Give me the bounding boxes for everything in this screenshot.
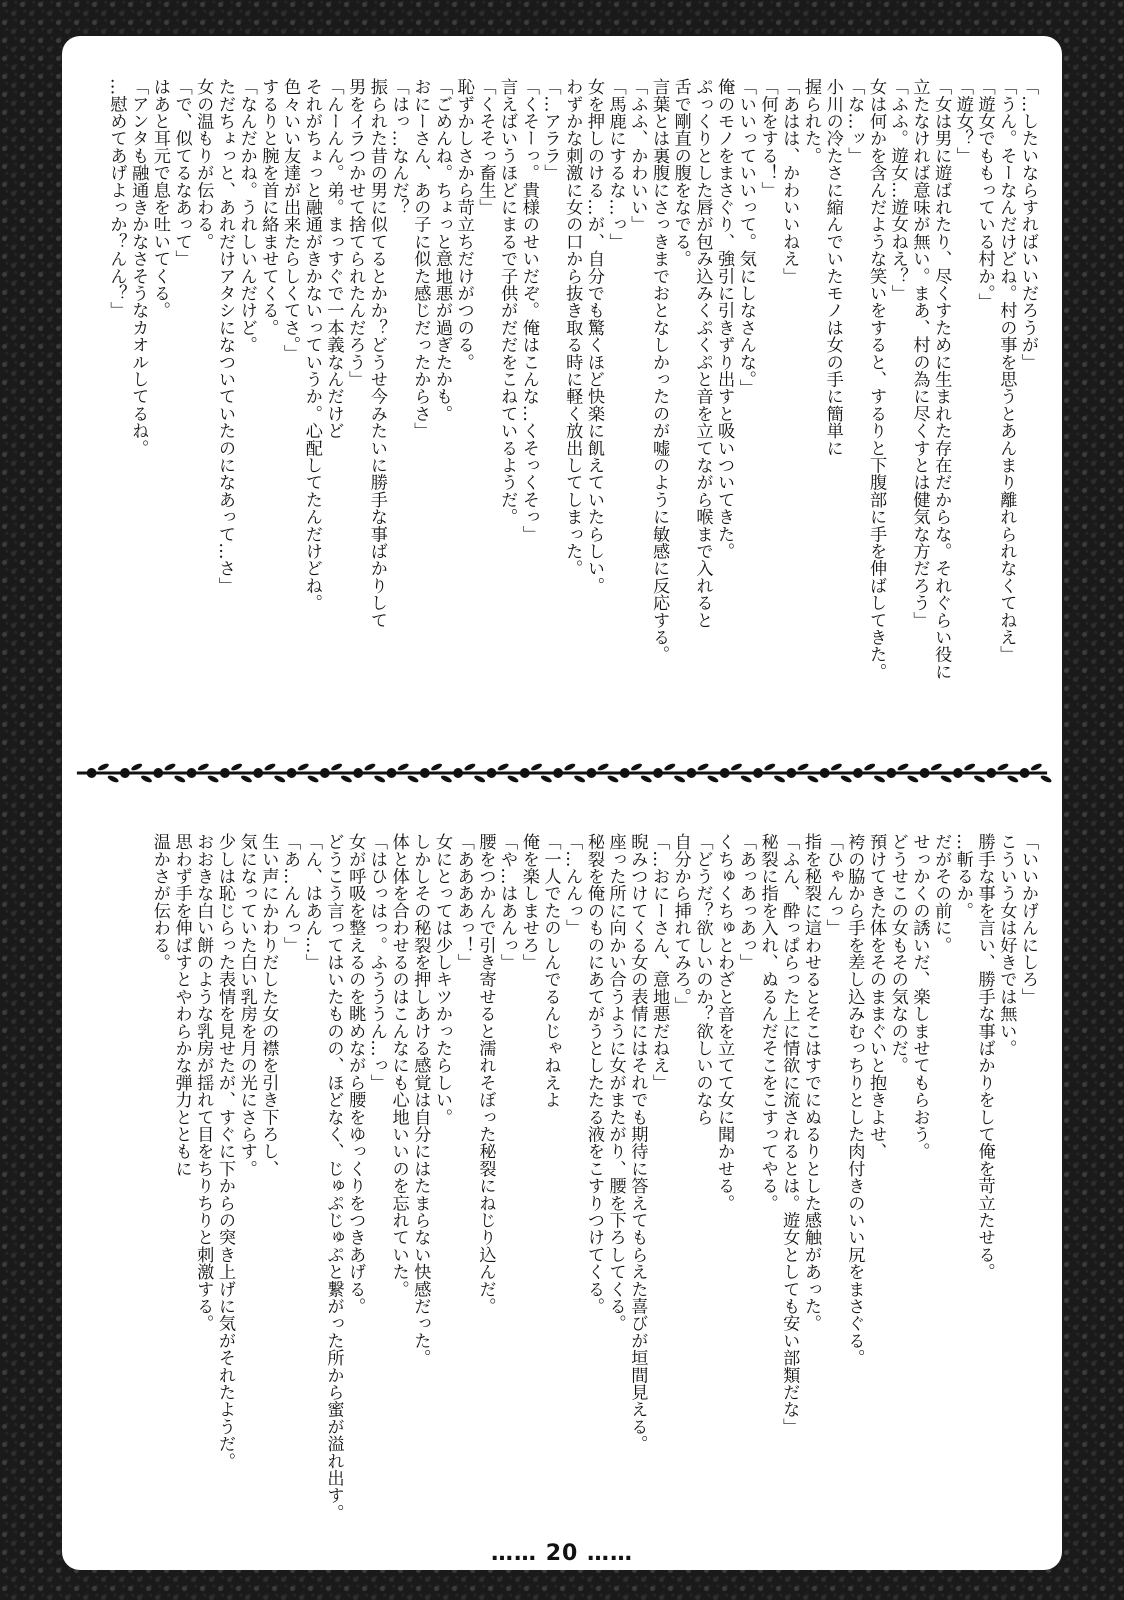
text-line: おおきな白い餅のような乳房が揺れて目をちりちりと刺激する。	[193, 833, 214, 1332]
text-line: 「…んんっ」	[562, 833, 583, 937]
text-line: こういう女は好きでは無い。	[996, 833, 1017, 1057]
page-sheet	[62, 36, 1062, 1570]
text-line: 「あっあっあっ」	[735, 833, 756, 971]
text-line: 秘裂に指を入れ、ぬるんだそこをこすってやる。	[757, 833, 778, 1212]
text-line: 「アンタも融通きかなさそうなカオルしてるね。	[128, 78, 149, 457]
text-line: 「で、似てるなあって」	[171, 78, 192, 268]
text-line: 「遊女でももっている村か。」	[974, 78, 995, 311]
text-line: 温かさが伝わる。	[149, 833, 170, 971]
text-line: 「いいっていいって。気にしなさんな。」	[735, 78, 756, 397]
text-line: 「や…はあんっ」	[497, 833, 518, 971]
text-line: 「なんだかね。うれしいんだけど。	[236, 78, 257, 354]
text-line: 握られた。	[800, 78, 821, 164]
text-line: 少しは恥じらった表情を見せたが、すぐに下からの突き上げに気がそれたようだ。	[214, 833, 235, 1470]
text-line: 思わず手を伸ばすとやわらかな弾力とともに	[171, 833, 192, 1177]
text-line: 言葉とは裏腹にさっきまでおとなしかったのが嘘のように敏感に反応する。	[649, 78, 670, 663]
text-line: ぷっくりとした唇が包み込みくぷくぷと音を立てながら喉まで入れると	[692, 78, 713, 629]
text-line: 「あ…んんっ」	[280, 833, 301, 954]
text-line: 言えばいうほどにまるで子供がだだをこねているようだ。	[497, 78, 518, 526]
text-line: それがちょっと融通がきかないっていうか。心配してたんだけどね。	[301, 78, 322, 612]
text-line: 「…したいならすればいいだろうが」	[1018, 78, 1038, 371]
text-line: 預けてきた体をそのままぐいと抱きよせ、	[866, 833, 887, 1160]
text-line: 指を秘裂に這わせるとそこはすでにぬるりとした感触があった。	[800, 833, 821, 1332]
text-line: …斬るか。	[952, 833, 973, 919]
text-line: はあと耳元で息を吐いてくる。	[149, 78, 170, 319]
text-line: 「ふふ。遊女…遊女ねえ？」	[887, 78, 908, 302]
text-line: 座った所に向かい合うように女がまたがり、腰を下ろしてくる。	[605, 833, 626, 1332]
text-line: ただちょっと、あれだけアタシになついていたのになあって…さ」	[214, 78, 235, 594]
text-line: 自分から挿れてみろ。」	[670, 833, 691, 1014]
text-line: 「…アララ」	[540, 78, 561, 182]
text-line: 「どうだ？欲しいのか？欲しいのなら	[692, 833, 713, 1126]
text-line: 「一人でたのしんでるんじゃねえよ	[540, 833, 561, 1109]
text-line: 女にとっては少しキツかったらしい。	[432, 833, 453, 1126]
text-line: 男をイラつかせて捨てられたんだろう」	[345, 78, 366, 388]
text-line: 「ひゃんっ」	[822, 833, 843, 937]
text-line: 「あはは、かわいいねえ」	[779, 78, 800, 285]
page-number: …… 20 ……	[491, 1541, 633, 1566]
text-block-lower	[148, 833, 1038, 1521]
text-line: くちゅくちゅとわざと音を立てて女に聞かせる。	[714, 833, 735, 1212]
text-line: …慰めてあげよっか？んん？」	[106, 78, 127, 319]
text-line: 「女は男に遊ばれたり、尽くすために生まれた存在だからな。それぐらい役に	[931, 78, 952, 680]
ornamental-divider	[72, 758, 1052, 788]
text-line: どうこう言ってはいたものの、ほどなく、じゅぷじゅぷと繋がった所から蜜が溢れ出す。	[323, 833, 344, 1521]
text-line: するりと腕を首に絡ませてくる。	[258, 78, 279, 336]
text-line: 体と体を合わせるのはこんなにも心地いいのを忘れていた。	[388, 833, 409, 1298]
text-line: せっかくの誘いだ、楽しませてもらおう。	[909, 833, 930, 1160]
text-line: 「うん。そーなんだけどね。村の事を思うとあんまり離れられなくてねえ」	[996, 78, 1017, 663]
text-line: 「くそーっ。貴様のせいだぞ。俺はこんな…くそっくそっ」	[518, 78, 539, 543]
text-line: わずかな刺激に女の口から抜き取る時に軽く放出してしまった。	[562, 78, 583, 577]
text-line: 腰をつかんで引き寄せると濡れそぼった秘裂にねじり込んだ。	[475, 833, 496, 1315]
text-line: 振られた昔の男に似てるとかか？どうせ今みたいに勝手な事ばかりして	[366, 78, 387, 629]
text-line: 「ああああっ！」	[453, 833, 474, 971]
text-line: 「な…ッ」	[844, 78, 865, 164]
text-line: 「ふん、酔っぱらった上に情欲に流されるとは。遊女としても安い部類だな」	[779, 833, 800, 1435]
text-line: 「何をする！」	[757, 78, 778, 199]
text-line: だがその前に。	[931, 833, 952, 954]
text-line: どうせこの女もその気なのだ。	[887, 833, 908, 1074]
text-line: 小川の冷たさに縮んでいたモノは女の手に簡単に	[822, 78, 843, 457]
text-line: 女が呼吸を整えるのを眺めながら腰をゆっくりをつきあげる。	[345, 833, 366, 1315]
text-line: 俺を楽しませろ」	[518, 833, 539, 971]
text-line: 気になっていた白い乳房を月の光にさらす。	[236, 833, 257, 1177]
text-line: 舌で剛直の腹をなでる。	[670, 78, 691, 268]
text-line: 「ふふ、かわいい」	[627, 78, 648, 233]
text-line: 俺のモノをまさぐり、強引に引きずり出すと吸いついてきた。	[714, 78, 735, 560]
text-line: 袴の脇から手を差し込みむっちりとした肉付きのいい尻をまさぐる。	[844, 833, 865, 1367]
text-line: 「馬鹿にするな…っ」	[605, 78, 626, 250]
text-line: 「くそそっ畜生」	[475, 78, 496, 216]
text-line: 秘裂を俺のものにあてがうとしたたる液をこすりつけてくる。	[583, 833, 604, 1315]
text-line: 睨みつけてくる女の表情にはそれでも期待に答えてもらえた喜びが垣間見える。	[627, 833, 648, 1453]
text-line: 生い声にかわりだした女の襟を引き下ろし、	[258, 833, 279, 1177]
text-line: 女は何かを含んだような笑いをすると、するりと下腹部に手を伸ばしてきた。	[866, 78, 887, 680]
text-line: 「いいかげんにしろ」	[1018, 833, 1038, 1005]
vine-ornament-icon	[72, 758, 1052, 788]
text-line: 恥ずかしさから苛立ちだけがつのる。	[453, 78, 474, 371]
text-line: 「んーんん。弟。まっすぐで一本義なんだけど	[323, 78, 344, 440]
text-line: 「…おにーさん、意地悪だねえ」	[649, 833, 670, 1091]
text-line: おにーさん、あの子に似た感じだったからさ」	[410, 78, 431, 440]
text-line: 「ん、はあん…」	[301, 833, 322, 971]
text-line: 勝手な事を言い、勝手な事ばかりをして俺を苛立たせる。	[974, 833, 995, 1281]
text-line: 女を押しのける…が、自分でも驚くほど快楽に飢えていたらしい。	[583, 78, 604, 594]
text-line: 「はっ…なんだ？	[388, 78, 409, 216]
text-block-upper	[105, 78, 1038, 718]
text-line: 女の温もりが伝わる。	[193, 78, 214, 250]
text-line: 「ごめんね。ちょっと意地悪が過ぎたかも。	[432, 78, 453, 422]
text-line: 「はひっはっ。ふうううん…っ」	[366, 833, 387, 1091]
text-line: 立たなければ意味が無い。まあ、村の為に尽くすとは健気な方だろう」	[909, 78, 930, 629]
text-line: 色々いい友達が出来たらしくてさ。」	[280, 78, 301, 362]
text-line: 「遊女？」	[952, 78, 973, 164]
text-line: しかしその秘裂を押しあける感覚は自分にはたまらない快感だった。	[410, 833, 431, 1367]
